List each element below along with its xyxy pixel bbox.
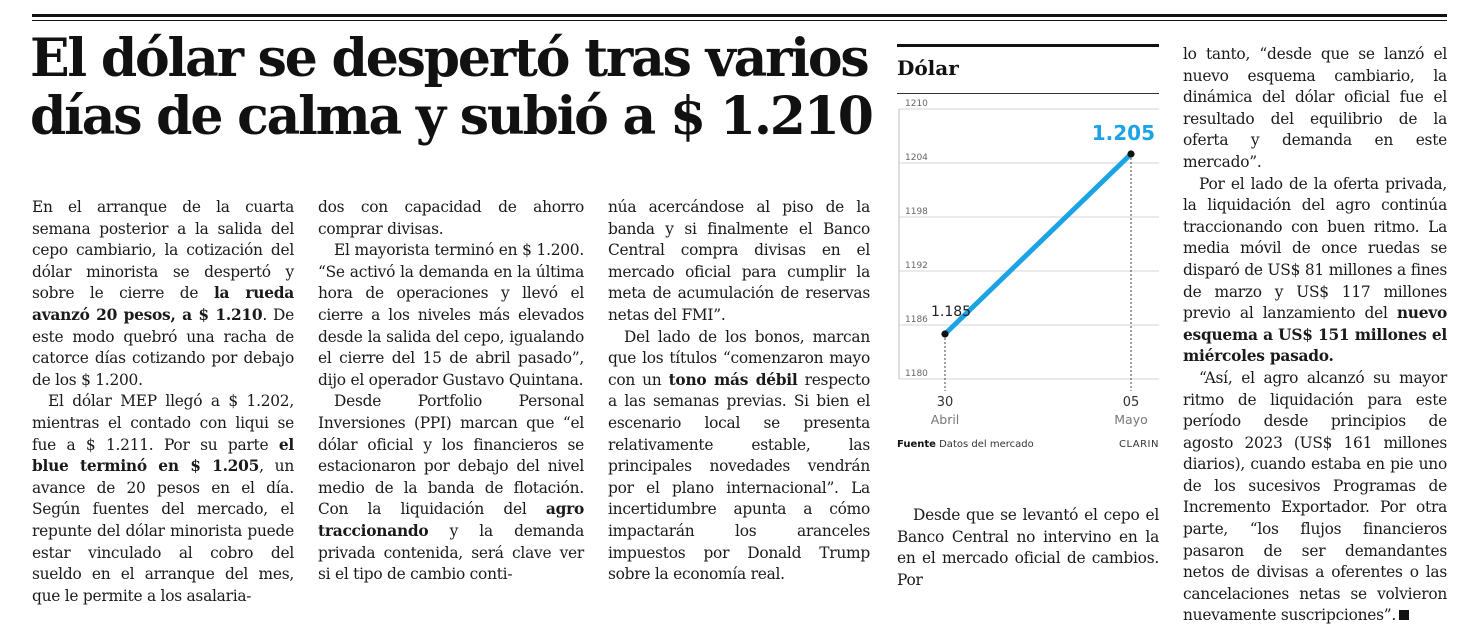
paragraph: En el arranque de la cuarta semana posterior a la salida del cepo cambiario, la cotización del dólar minorista se despertó y sobre le cierre de la rueda avanzó 20 pesos, a $ 1.210. De este modo quebró una racha de catorce días cotizando por debajo de los $ 1.200. xyxy=(32,198,294,389)
article-column-2 xyxy=(318,197,584,586)
y-tick-label-0: 1180 xyxy=(905,369,928,379)
paragraph: dos con capacidad de ahorro comprar divisas. xyxy=(318,198,584,238)
article-column-5 xyxy=(1183,44,1447,627)
paragraph: lo tanto, “desde que se lanzó el nuevo esquema cambiario, la dinámica del dólar oficial fue el resultado del equilibrio de la oferta y demanda en este mercado”. xyxy=(1183,45,1447,171)
paragraph: Por el lado de la oferta privada, la liquidación del agro continúa traccionando con buen ritmo. La media móvil de once ruedas se disparó de US$ 81 millones a fines de marzo y US$ 117 millones previo al lanzamiento del nuevo esquema a US$ 151 millones el miércoles pasado. xyxy=(1183,174,1447,366)
x-tick-day-1: 05 xyxy=(1122,395,1140,410)
y-tick-label-5: 1210 xyxy=(905,99,928,109)
paragraph: Desde que se levantó el cepo el Banco Central no intervino en la en el mercado oficial de cambios. Por xyxy=(897,506,1159,589)
headline: El dólar se despertó tras varios días de calma y subió a $ 1.210 xyxy=(30,28,872,147)
bold-text: tono más débil xyxy=(668,370,798,389)
y-tick-label-1: 1186 xyxy=(905,315,928,325)
bold-text: nuevo esquema a US$ 151 millones el miércoles pasado. xyxy=(1183,304,1447,366)
article-column-1 xyxy=(32,197,294,607)
chart-plot xyxy=(897,99,1159,434)
paragraph: El dólar MEP llegó a $ 1.202, mientras el contado con liqui se fue a $ 1.211. Por su parte el blue terminó en $ 1.205, un avance de 20 pesos en el día. Según fuentes del mercado, el repunte del dólar minorista puede estar vinculado al cobro del sueldo en el arranque del mes, que le permite a los asalaria- xyxy=(32,392,294,605)
y-tick-label-2: 1192 xyxy=(905,261,928,271)
article-column-4 xyxy=(897,505,1159,591)
bold-text: la rueda avanzó 20 pesos, a $ 1.210 xyxy=(32,284,294,324)
bold-text: agro traccionando xyxy=(318,500,584,540)
data-label-0: 1.185 xyxy=(931,304,972,320)
dolar-chart xyxy=(897,44,1159,456)
chart-title: Dólar xyxy=(897,56,959,80)
chart-footer xyxy=(897,439,1159,453)
chart-title-rule xyxy=(897,93,1159,94)
end-mark-icon xyxy=(1399,610,1409,620)
y-tick-label-4: 1204 xyxy=(905,153,928,163)
y-tick-label-3: 1198 xyxy=(905,207,928,217)
paragraph: núa acercándose al piso de la banda y si finalmente el Banco Central compra divisas en el mercado oficial para cumplir la meta de acumulación de reservas netas del FMI”. xyxy=(608,198,870,324)
data-label-1: 1.205 xyxy=(1091,121,1155,145)
paragraph: “Así, el agro alcanzó su mayor ritmo de liquidación para este período desde principios de agosto 2023 (US$ 161 millones diarios), cuando estaba en pie uno de los sucesivos Programas de Incremento Exportador. Por otra parte, “los flujos financieros pasaron de ser demandantes netos de divisas a oferentes o las cancelaciones netas se volvieron nuevamente suscripciones”. xyxy=(1183,368,1447,625)
top-rule-thin xyxy=(32,20,1447,21)
bold-text: el blue terminó en $ 1.205 xyxy=(32,435,294,476)
source-label: Fuente xyxy=(897,439,936,450)
top-rule xyxy=(32,14,1447,17)
data-point-0 xyxy=(941,330,948,337)
x-tick-month-0: Abril xyxy=(930,412,960,427)
series-line-dolar xyxy=(945,154,1131,334)
article-column-3 xyxy=(608,197,870,586)
x-tick-day-0: 30 xyxy=(936,395,954,410)
data-point-1 xyxy=(1127,150,1134,157)
brand-label: CLARIN xyxy=(1118,439,1159,450)
paragraph: Desde Portfolio Personal Inversiones (PPI) marcan que “el dólar oficial y los financieros se estacionaron por debajo del nivel medio de la banda de flotación. Con la liquidación del agro traccionando y la demanda privada contenida, será clave ver si el tipo de cambio conti- xyxy=(318,392,584,584)
chart-top-rule xyxy=(897,44,1159,47)
source-text: Datos del mercado xyxy=(939,439,1034,450)
x-tick-month-1: Mayo xyxy=(1114,412,1148,427)
paragraph: Del lado de los bonos, marcan que los títulos “comenzaron mayo con un tono más débil respecto a las semanas previas. Si bien el escenario local se presenta relativamente estable, las principales novedades vendrán por el plano internacional”. La incertidumbre apunta a cómo impactarán los aranceles impuestos por Donald Trump sobre la economía real. xyxy=(608,327,870,584)
paragraph: El mayorista terminó en $ 1.200. “Se activó la demanda en la última hora de operaciones y llevó el cierre a los niveles más elevados desde la salida del cepo, igualando el cierre del 15 de abril pasado”, dijo el operador Gustavo Quintana. xyxy=(318,241,584,389)
